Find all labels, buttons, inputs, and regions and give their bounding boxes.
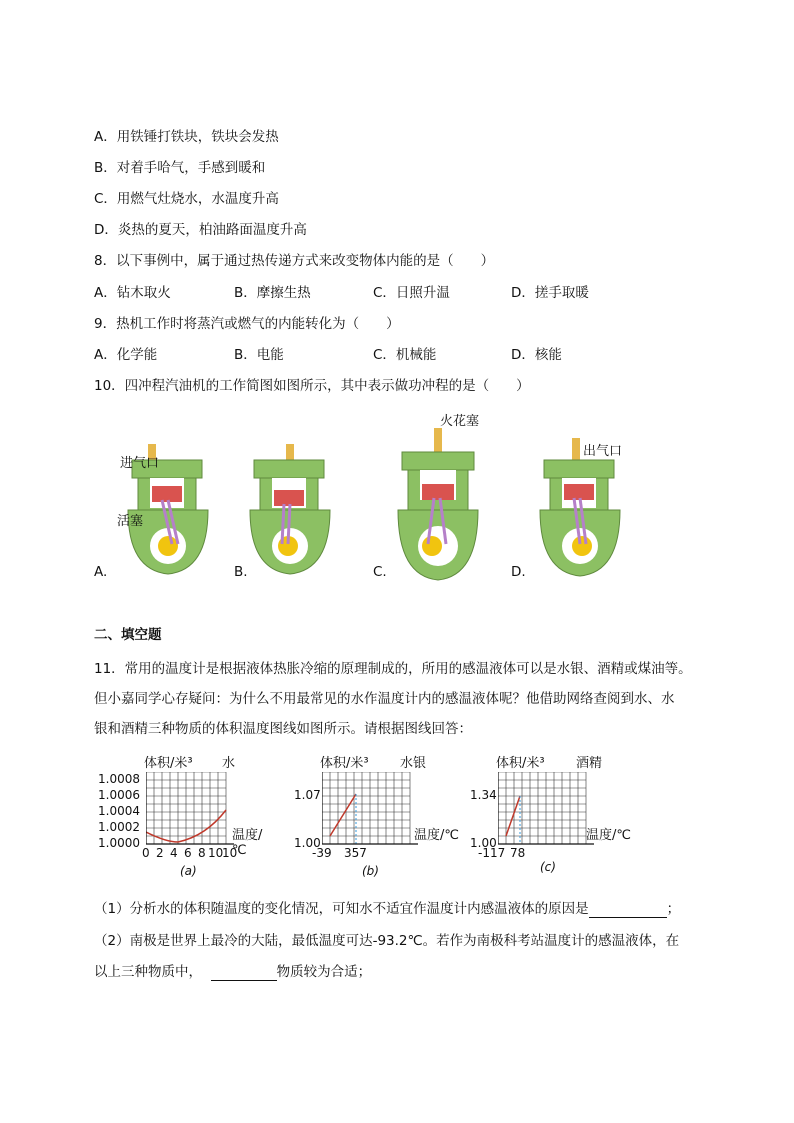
exhaust-label: 出气口 — [583, 444, 623, 459]
graph-b-ytick-0: 1.07 — [294, 788, 321, 802]
q11-sub2-blank[interactable] — [211, 966, 277, 981]
q7-option-a: A．用铁锤打铁块，铁块会发热 — [94, 129, 279, 145]
q11-line-3: 银和酒精三种物质的体积温度图线如图所示。请根据图线回答： — [94, 721, 472, 737]
graph-a-xtick-4: 8 — [198, 846, 206, 860]
graph-b-xlabel: 温度/℃ — [414, 828, 459, 843]
graph-a-xlabel: 温度/℃ — [232, 828, 263, 858]
graph-b-caption: (b) — [362, 864, 379, 878]
q9-option-a: A．化学能 — [94, 347, 158, 363]
q10-stem: 10．四冲程汽油机的工作简图如图所示，其中表示做功冲程的是（ ） — [94, 378, 530, 394]
q11-sub2-line2 — [94, 963, 371, 981]
q11-sub1-blank[interactable] — [589, 903, 667, 918]
graph-a-xtick-3: 6 — [184, 846, 192, 860]
graph-a-xtick-5: 10 — [208, 846, 224, 860]
graph-a-xtick-0: 0 — [142, 846, 150, 860]
graph-b-plot — [322, 772, 422, 846]
q8-option-c: C．日照升温 — [373, 285, 450, 301]
graph-a-ytick-2: 1.0004 — [98, 804, 140, 818]
engine-diagram-b — [240, 440, 340, 580]
graph-c-caption: (c) — [540, 860, 556, 874]
graph-a-xtick-6: 10 — [222, 846, 238, 860]
engine-diagram-c — [388, 424, 488, 584]
graph-b-name: 水银 — [400, 756, 427, 771]
graph-a-ytick-4: 1.0000 — [98, 836, 140, 850]
graph-water — [94, 752, 274, 882]
q11-sub1-end: ； — [666, 901, 681, 917]
graph-a-xtick-1: 2 — [156, 846, 164, 860]
graph-a-ytick-0: 1.0008 — [98, 772, 140, 786]
graph-c-ytick-1: 1.00 — [470, 836, 497, 850]
graph-c-plot — [498, 772, 598, 846]
q10-option-a: A. — [94, 564, 108, 580]
section-title: 二、填空题 — [94, 627, 162, 643]
q8-option-d: D．搓手取暖 — [511, 285, 589, 301]
graph-alcohol — [466, 752, 646, 882]
graph-b-xtick-0: -39 — [312, 846, 332, 860]
q10-option-c: C. — [373, 564, 387, 580]
graph-b-ylabel: 体积/米³ — [320, 756, 369, 771]
graph-a-ylabel: 体积/米³ — [144, 756, 193, 771]
graph-b-ytick-1: 1.00 — [294, 836, 321, 850]
graph-c-xlabel: 温度/℃ — [586, 828, 631, 843]
q11-sub1 — [94, 900, 680, 918]
graph-c-ylabel: 体积/米³ — [496, 756, 545, 771]
graph-c-xtick-0: -117 — [478, 846, 506, 860]
graph-c-xtick-1: 78 — [510, 846, 526, 860]
q9-option-d: D．核能 — [511, 347, 562, 363]
q7-option-c: C．用燃气灶烧水，水温度升高 — [94, 191, 279, 207]
q8-option-b: B．摩擦生热 — [234, 285, 311, 301]
q11-line-1: 11．常用的温度计是根据液体热胀冷缩的原理制成的，所用的感温液体可以是水银、酒精或煤油等。 — [94, 661, 692, 677]
q9-stem: 9．热机工作时将蒸汽或燃气的内能转化为（ ） — [94, 316, 400, 332]
q11-sub2-end: 物质较为合适； — [276, 964, 372, 980]
q9-option-b: B．电能 — [234, 347, 284, 363]
graph-a-name: 水 — [222, 756, 236, 771]
graph-a-xtick-2: 4 — [170, 846, 178, 860]
q11-sub2-line1: （2）南极是世界上最冷的大陆，最低温度可达-93.2℃。若作为南极科考站温度计的感温液体，在 — [94, 933, 680, 949]
q7-option-d: D．炎热的夏天，柏油路面温度升高 — [94, 222, 307, 238]
graph-c-ytick-0: 1.34 — [470, 788, 497, 802]
piston-label: 活塞 — [117, 514, 144, 529]
graph-a-caption: (a) — [180, 864, 197, 878]
q11-line-2: 但小嘉同学心存疑问：为什么不用最常见的水作温度计内的感温液体呢？他借助网络查阅到水、水 — [94, 691, 675, 707]
graph-b-xtick-1: 357 — [344, 846, 367, 860]
graph-a-plot — [146, 772, 236, 846]
q7-option-b: B．对着手哈气，手感到暖和 — [94, 160, 266, 176]
q8-stem: 8．以下事例中，属于通过热传递方式来改变物体内能的是（ ） — [94, 253, 495, 269]
graph-a-ytick-3: 1.0002 — [98, 820, 140, 834]
intake-label: 进气口 — [120, 456, 160, 471]
q11-sub1-text: （1）分析水的体积随温度的变化情况，可知水不适宜作温度计内感温液体的原因是 — [94, 901, 589, 917]
q8-option-a: A．钻木取火 — [94, 285, 171, 301]
q10-option-d: D. — [511, 564, 526, 580]
graph-a-ytick-1: 1.0006 — [98, 788, 140, 802]
graph-mercury — [290, 752, 470, 882]
q10-option-b: B. — [234, 564, 248, 580]
q11-sub2-text: 以上三种物质中， — [94, 964, 202, 980]
q9-option-c: C．机械能 — [373, 347, 437, 363]
graph-c-name: 酒精 — [576, 756, 603, 771]
spark-plug-label: 火花塞 — [440, 414, 480, 429]
